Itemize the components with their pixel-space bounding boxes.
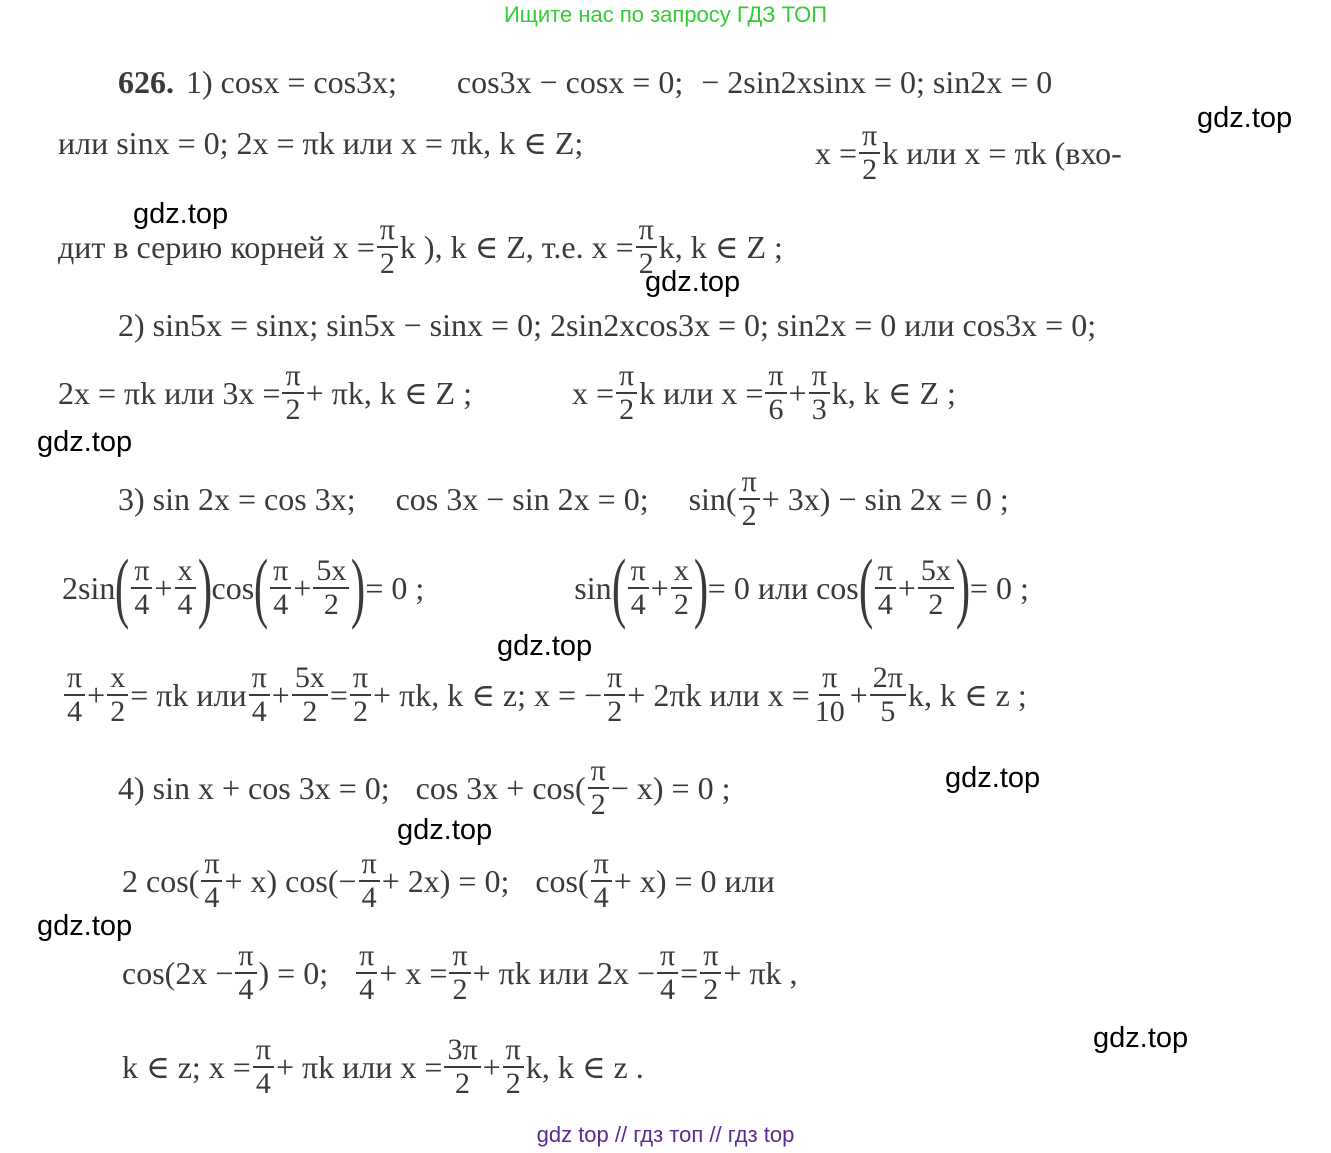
fraction: $\frac{\pi}{4}$: [64, 662, 85, 727]
watermark: gdz.top: [37, 426, 133, 458]
part-3-line-2: [62, 543, 1029, 631]
equation-text: + πk или 2x −: [472, 954, 655, 991]
equation-text: cos: [211, 569, 255, 606]
fraction: $\frac{\pi}{2}$: [636, 214, 657, 279]
plus-sign: +: [271, 676, 290, 713]
equation-text: 3) sin 2x = cos 3x;: [118, 480, 356, 517]
part-3-line-3: [62, 662, 1027, 727]
search-banner[interactable]: Ищите нас по запросу ГДЗ ТОП: [503, 2, 828, 27]
left-paren: (: [611, 543, 626, 631]
plus-sign: +: [293, 569, 312, 606]
equation-text: k, k ∈ Z ;: [831, 374, 956, 411]
equation-text: sin(: [688, 480, 737, 517]
footer-links[interactable]: gdz top // гдз топ // гдз top: [536, 1122, 795, 1147]
equation-text: cos 3x + cos(: [415, 769, 586, 806]
watermark: gdz.top: [133, 198, 229, 230]
equation-text: 2x = πk или 3x =: [58, 374, 281, 411]
right-paren: ): [955, 543, 971, 631]
fraction: $\frac{\pi}{4}$: [249, 662, 270, 727]
fraction: $\frac{\pi}{10}$: [814, 661, 845, 728]
fraction: $\frac{\pi}{2}$: [859, 120, 880, 185]
equation-text: x =: [815, 134, 858, 171]
plus-sign: +: [154, 569, 173, 606]
equation-text: + πk, k ∈ z; x = −: [373, 676, 603, 713]
equation-text: + x) cos(−: [224, 862, 357, 899]
equation-text: k, k ∈ z .: [525, 1048, 644, 1085]
watermark: gdz.top: [1093, 1022, 1189, 1054]
equation-text: + x) = 0 или: [613, 862, 775, 899]
plus-sign: +: [87, 676, 106, 713]
plus-sign: +: [897, 569, 916, 606]
equation-text: − x) = 0 ;: [610, 769, 731, 806]
fraction: $\frac{\pi}{4}$: [359, 848, 380, 913]
part-2-line-2: [58, 360, 956, 425]
fraction: $\frac{x}{2}$: [107, 662, 128, 727]
right-paren: ): [693, 543, 708, 631]
watermark: gdz.top: [1197, 102, 1293, 134]
part-4-line-1: [118, 755, 730, 820]
part-4-line-4: [122, 1034, 644, 1099]
equation-text: cos(2x −: [122, 954, 234, 991]
equation-text: +: [788, 374, 807, 411]
watermark: gdz.top: [945, 762, 1041, 794]
equation-text: 1) cosx = cos3x;: [186, 64, 397, 100]
fraction: $\frac{\pi}{4}$: [628, 555, 649, 620]
equation-text: +: [482, 1048, 501, 1085]
equation-text: cos 3x − sin 2x = 0;: [395, 480, 649, 517]
fraction: $\frac{\pi}{4}$: [131, 555, 152, 620]
fraction: $\frac{\pi}{4}$: [270, 555, 291, 620]
part-4-line-2: [122, 848, 775, 913]
fraction: $\frac{\pi}{6}$: [765, 360, 786, 425]
right-paren: ): [197, 543, 212, 631]
equation-text: k или x =: [639, 374, 764, 411]
equation-text: k ∈ z; x =: [122, 1048, 251, 1085]
equation-text: + πk или x =: [275, 1048, 443, 1085]
left-paren: (: [254, 543, 269, 631]
watermark: gdz.top: [497, 630, 593, 662]
equation-text: k, k ∈ z ;: [907, 676, 1027, 713]
equation-text: 2sin: [62, 569, 116, 606]
equation-text: + 2x) = 0;: [381, 862, 510, 899]
plus-sign: +: [849, 676, 868, 713]
equation-text: + πk, k ∈ Z ;: [305, 374, 472, 411]
equation-text: + πk ,: [723, 954, 798, 991]
equation-text: 2) sin5x = sinx; sin5x − sinx = 0; 2sin2xcos3x = 0; sin2x = 0 или cos3x = 0;: [118, 307, 1097, 343]
equation-text: или sinx = 0; 2x = πk или x = πk, k ∈ Z;: [58, 125, 584, 161]
fraction: $\frac{\pi}{2}$: [616, 360, 637, 425]
watermark: gdz.top: [645, 266, 741, 298]
equation-text: = πk или: [130, 676, 247, 713]
part-2-line-1: [118, 309, 1096, 341]
equation-text: x =: [571, 374, 614, 411]
equation-text: =: [680, 954, 699, 991]
equals-sign: =: [329, 676, 348, 713]
fraction: $\frac{\pi}{4}$: [591, 848, 612, 913]
fraction: $\frac{\pi}{2}$: [377, 214, 398, 279]
equation-text: sin: [574, 569, 612, 606]
fraction: $\frac{\pi}{2}$: [282, 360, 303, 425]
equation-text: = 0 ;: [365, 569, 425, 606]
fraction: $\frac{\pi}{2}$: [449, 940, 470, 1005]
fraction: $\frac{\pi}{2}$: [604, 662, 625, 727]
fraction: $\frac{5x}{2}$: [292, 662, 328, 727]
fraction: $\frac{\pi}{4}$: [875, 555, 896, 620]
part-3-line-1: [118, 466, 1009, 531]
fraction: $\frac{\pi}{4}$: [356, 940, 377, 1005]
fraction: $\frac{\pi}{2}$: [350, 662, 371, 727]
problem-626-line-2b: [815, 120, 1122, 185]
watermark: gdz.top: [37, 910, 133, 942]
equation-text: k или x = πk (вхо-: [882, 134, 1122, 171]
fraction: $\frac{3\pi}{2}$: [444, 1034, 480, 1099]
equation-text: ) = 0;: [258, 954, 329, 991]
fraction: $\frac{\pi}{2}$: [503, 1034, 524, 1099]
equation-text: cos(: [535, 862, 589, 899]
fraction: $\frac{x}{4}$: [175, 555, 196, 620]
fraction: $\frac{\pi}{4}$: [657, 940, 678, 1005]
left-paren: (: [858, 543, 873, 631]
problem-626-line-1: [118, 66, 1052, 98]
plus-sign: +: [650, 569, 669, 606]
problem-number: 626.: [118, 64, 174, 100]
equation-text: дит в серию корней x =: [58, 228, 375, 265]
problem-626-line-2: [58, 127, 583, 159]
right-paren: ): [351, 543, 366, 631]
equation-text: 4) sin x + cos 3x = 0;: [118, 769, 390, 806]
fraction: $\frac{\pi}{4}$: [253, 1034, 274, 1099]
fraction: $\frac{5x}{2}$: [313, 555, 349, 620]
equation-text: k ), k ∈ Z, т.е. x =: [399, 228, 634, 265]
fraction: $\frac{x}{2}$: [671, 555, 692, 620]
watermark: gdz.top: [397, 814, 493, 846]
equation-text: − 2sin2xsinx = 0; sin2x = 0: [701, 64, 1053, 100]
equation-text: + x =: [379, 954, 448, 991]
fraction: $\frac{\pi}{2}$: [739, 466, 760, 531]
equation-text: + 2πk или x =: [627, 676, 810, 713]
equation-text: cos3x − cosx = 0;: [456, 64, 684, 100]
equation-text: 2 cos(: [122, 862, 200, 899]
equation-text: = 0 ;: [969, 569, 1029, 606]
part-4-line-3: [122, 940, 798, 1005]
equation-text: + 3x) − sin 2x = 0 ;: [761, 480, 1009, 517]
fraction: $\frac{\pi}{4}$: [235, 940, 256, 1005]
fraction: $\frac{\pi}{4}$: [201, 848, 222, 913]
left-paren: (: [115, 543, 130, 631]
fraction: $\frac{\pi}{3}$: [809, 360, 830, 425]
equation-text: k, k ∈ Z ;: [658, 228, 783, 265]
equation-text: = 0 или cos: [707, 569, 859, 606]
fraction: $\frac{2\pi}{5}$: [870, 662, 906, 727]
fraction: $\frac{\pi}{2}$: [700, 940, 721, 1005]
fraction: $\frac{\pi}{2}$: [588, 755, 609, 820]
fraction: $\frac{5x}{2}$: [918, 555, 954, 620]
